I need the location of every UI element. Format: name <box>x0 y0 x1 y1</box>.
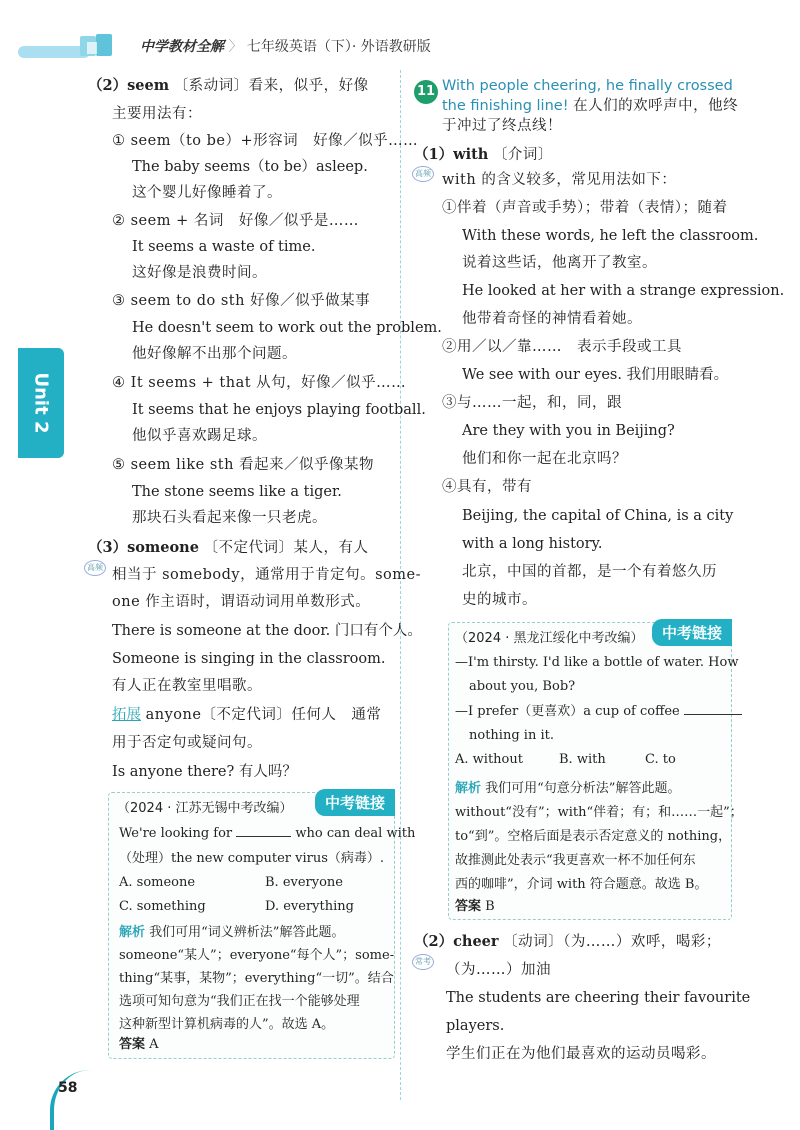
key-sentence-zh-1: 在人们的欢呼声中，他终 <box>573 98 739 114</box>
option-c: C. to <box>645 752 676 767</box>
exam-question-3 <box>455 702 742 722</box>
with-meaning-2-example: We see with our eyes. 我们用眼睛看。 <box>462 367 729 383</box>
with-meaning-3-title: ③与……一起，和，同，跟 <box>442 395 622 411</box>
explanation-text-1: 我们可用“词义辨析法”解答此题。 <box>149 925 345 940</box>
exam-question-2: about you, Bob? <box>469 679 576 694</box>
answer-value: A <box>149 1037 159 1052</box>
answer-label: 答案 <box>119 1037 146 1052</box>
seem-usage-1-zh: 这个婴儿好像睡着了。 <box>132 185 282 201</box>
page-number: 58 <box>58 1080 78 1096</box>
seem-usage-2-zh: 这好像是浪费时间。 <box>132 265 267 281</box>
explanation-line-1 <box>119 923 344 943</box>
seem-usage-2-title: ② seem + 名词 好像／似乎是…… <box>112 213 359 229</box>
with-heading-line <box>414 145 553 165</box>
explanation-line-5: 西的咖啡”，介词 with 符合题意。故选 B。 <box>455 877 708 892</box>
answer-blank <box>236 824 291 837</box>
explanation-line-3: thing“某事，某物”；everything“一切”。结合 <box>119 971 394 986</box>
someone-heading: （3）someone <box>88 539 199 556</box>
exam-question-1 <box>119 824 415 844</box>
option-a: A. without <box>455 752 523 767</box>
explanation-line-5: 这种新型计算机病毒的人”。故选 A。 <box>119 1017 335 1032</box>
exam-link-tag: 中考链接 <box>315 789 395 816</box>
exam-source: （2024 · 黑龙江绥化中考改编） <box>455 631 644 646</box>
option-b: B. everyone <box>265 875 343 890</box>
seem-usage-4-en: It seems that he enjoys playing football. <box>132 402 426 418</box>
extension-text-2: 用于否定句或疑问句。 <box>112 735 262 751</box>
exam-question-1b: who can deal with <box>295 826 416 841</box>
exam-question-4: nothing in it. <box>469 728 554 743</box>
option-b: B. with <box>559 752 606 767</box>
someone-note-1: 相当于 somebody，通常用于肯定句。some- <box>112 567 421 583</box>
someone-example-2-en: Someone is singing in the classroom. <box>112 651 386 667</box>
book-logo-icon <box>78 30 116 60</box>
exam-source: （2024 · 江苏无锡中考改编） <box>117 801 293 816</box>
seem-usage-5-zh: 那块石头看起来像一只老虎。 <box>132 510 327 526</box>
key-sentence-line-2 <box>442 96 738 116</box>
someone-note-2: one 作主语时，谓语动词用单数形式。 <box>112 594 371 610</box>
option-c: C. something <box>119 899 206 914</box>
cheer-heading-line <box>414 932 721 952</box>
with-meaning-3-zh: 他们和你一起在北京吗？ <box>462 451 627 467</box>
with-meaning-3-en: Are they with you in Beijing? <box>462 423 675 439</box>
cheer-pos: 〔动词〕（为……）欢呼，喝彩； <box>503 934 721 950</box>
someone-example-1: There is someone at the door. 门口有个人。 <box>112 623 422 639</box>
someone-example-2-zh: 有人正在教室里唱歌。 <box>112 678 262 694</box>
seem-usage-4-zh: 他似乎喜欢踢足球。 <box>132 428 267 444</box>
key-sentence-zh-2: 于冲过了终点线！ <box>442 118 562 134</box>
with-meaning-1-zh-1: 说着这些话，他离开了教室。 <box>462 255 657 271</box>
exam-link-tag: 中考链接 <box>652 619 732 646</box>
cheer-example-en-2: players. <box>446 1018 505 1034</box>
explanation-label: 解析 <box>119 925 146 940</box>
answer-value: B <box>485 899 495 914</box>
page-corner-decoration <box>50 1070 94 1130</box>
extension-text-1: anyone〔不定代词〕任何人 通常 <box>145 707 382 723</box>
with-meaning-4-zh-1: 北京，中国的首都，是一个有着悠久历 <box>462 564 717 580</box>
seem-usage-1-title: ① seem（to be）+形容词 好像／似乎…… <box>112 133 419 149</box>
seem-usage-5-title: ⑤ seem like sth 看起来／似乎像某物 <box>112 457 375 473</box>
answer-blank <box>684 702 742 715</box>
explanation-label: 解析 <box>455 781 482 796</box>
with-meaning-1-en-2: He looked at her with a strange expression. <box>462 283 785 299</box>
seem-heading: （2）seem <box>88 77 170 94</box>
frequency-tag: 常考 <box>412 954 434 970</box>
with-meaning-2-title: ②用／以／靠…… 表示手段或工具 <box>442 339 682 355</box>
with-meaning-4-en-1: Beijing, the capital of China, is a city <box>462 508 734 524</box>
explanation-line-4: 故推测此处表示“我更喜欢一杯不加任何东 <box>455 853 696 868</box>
seem-usage-1-en: The baby seems（to be）asleep. <box>132 159 368 175</box>
seem-usage-5-en: The stone seems like a tiger. <box>132 484 342 500</box>
item-number-badge: 11 <box>414 80 438 104</box>
with-meaning-1-title: ①伴着（声音或手势）；带着（表情）；随着 <box>442 200 728 216</box>
running-header: 中学教材全解 〉 七年级英语（下）· 外语教研版 <box>140 39 431 55</box>
column-divider <box>400 70 401 1100</box>
with-heading: （1）with <box>414 146 489 163</box>
exam-link-box-left <box>108 792 416 1059</box>
explanation-line-4: 选项可知句意为“我们正在找一个能够处理 <box>119 994 360 1009</box>
explanation-line-2: someone“某人”；everyone“每个人”；some- <box>119 948 395 963</box>
seem-usage-3-zh: 他好像解不出那个问题。 <box>132 346 297 362</box>
explanation-line-2: without“没有”；with“伴着；有；和……一起”； <box>455 805 743 820</box>
explanation-line-1 <box>455 779 680 799</box>
exam-link-box-right <box>448 622 743 920</box>
exam-question-2: （处理）the new computer virus（病毒）. <box>119 851 385 866</box>
with-meaning-4-en-2: with a long history. <box>462 536 603 552</box>
extension-example: Is anyone there? 有人吗？ <box>112 764 297 780</box>
frequency-tag: 高频 <box>412 166 434 182</box>
book-subtitle: 七年级英语（下）· 外语教研版 <box>246 39 431 55</box>
with-pos: 〔介词〕 <box>492 147 553 163</box>
answer-line <box>455 897 495 917</box>
answer-label: 答案 <box>455 899 482 914</box>
explanation-text-1: 我们可用“句意分析法”解答此题。 <box>485 781 681 796</box>
someone-pos: 〔不定代词〕某人，有人 <box>203 540 369 556</box>
exam-question-1: —I'm thirsty. I'd like a bottle of water. How <box>455 655 739 670</box>
exam-question-1a: We're looking for <box>119 826 233 841</box>
with-meaning-1-en-1: With these words, he left the classroom. <box>462 228 759 244</box>
answer-line <box>119 1035 159 1055</box>
frequency-tag: 高频 <box>84 560 106 576</box>
with-meaning-1-zh-2: 他带着奇怪的神情看着她。 <box>462 311 642 327</box>
with-intro: with 的含义较多，常见用法如下： <box>442 172 677 188</box>
seem-intro: 主要用法有： <box>112 106 202 122</box>
exam-question-3a: —I prefer（更喜欢）a cup of coffee <box>455 704 680 719</box>
seem-usage-3-title: ③ seem to do sth 好像／似乎做某事 <box>112 293 371 309</box>
seem-usage-3-en: He doesn't seem to work out the problem. <box>132 320 442 336</box>
cheer-example-en-1: The students are cheering their favourite <box>446 990 751 1006</box>
key-sentence-en-2: the finishing line! <box>442 98 569 114</box>
cheer-pos-2: （为……）加油 <box>446 962 551 978</box>
key-sentence-en-1: With people cheering, he finally crossed <box>442 78 733 94</box>
unit-tab <box>18 348 64 458</box>
someone-heading-line <box>88 538 369 558</box>
seem-usage-4-title: ④ It seems + that 从句，好像／似乎…… <box>112 375 407 391</box>
extension-line-1 <box>112 705 381 725</box>
seem-pos: 〔系动词〕看来，似乎，好像 <box>173 78 369 94</box>
explanation-line-3: to“到”。空格后面是表示否定意义的 nothing， <box>455 829 732 844</box>
book-title: 中学教材全解 <box>140 39 224 55</box>
option-d: D. everything <box>265 899 354 914</box>
unit-label: Unit 2 <box>30 372 52 434</box>
seem-heading-line <box>88 76 369 96</box>
seem-usage-2-en: It seems a waste of time. <box>132 239 316 255</box>
cheer-heading: （2）cheer <box>414 933 499 950</box>
with-meaning-4-title: ④具有，带有 <box>442 479 532 495</box>
extension-label: 拓展 <box>112 707 141 723</box>
option-a: A. someone <box>119 875 196 890</box>
cheer-example-zh: 学生们正在为他们最喜欢的运动员喝彩。 <box>446 1046 716 1062</box>
with-meaning-4-zh-2: 史的城市。 <box>462 592 537 608</box>
